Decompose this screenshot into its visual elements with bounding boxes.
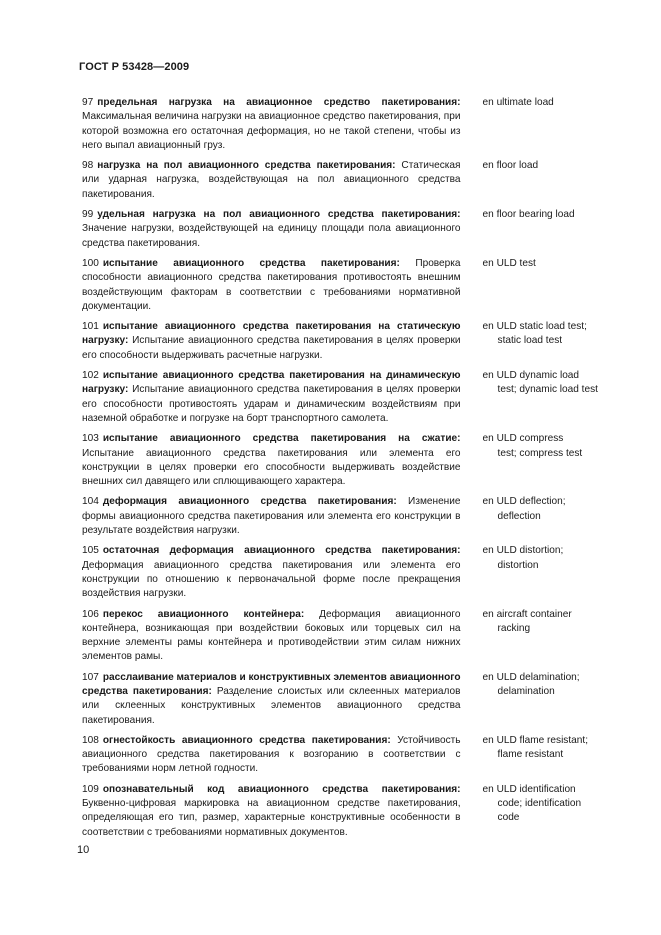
term-definition-text: Деформация авиационного контейнера, возникающая при воздействии боковых или торцевых сил на верхние элементы рамы контейнера и противодействии этим силам нижних элементов рамы. [82, 608, 461, 663]
term-definition-text: Значение нагрузки, воздействующей на единицу площади пола авиационного средства пакетирования. [82, 223, 461, 249]
term-title: расслаивание материалов и конструктивных элементов авиационного средства пакетирования: [82, 671, 461, 697]
english-term-line: delamination [497, 685, 555, 697]
english-term-line: distortion [497, 559, 539, 571]
term-number: 97 [82, 97, 94, 108]
term-definition [82, 432, 461, 489]
term-entry [82, 369, 622, 426]
term-entry [82, 544, 622, 601]
term-definition-text: Статическая или ударная нагрузка, воздействующая на пол авиационного средства пакетирования. [82, 160, 461, 200]
english-equivalent [483, 734, 622, 777]
term-definition [82, 159, 461, 202]
english-equivalent [483, 369, 622, 426]
term-definition-text: Проверка способности авиационного средства пакетирования противостоять внешним воздействующим факторам в соответствии с требованиями нормативной документации. [82, 257, 461, 312]
english-equivalent [483, 432, 622, 489]
term-title: нагрузка на пол авиационного средства пакетирования: [97, 160, 396, 172]
term-title: испытание авиационного средства пакетирования на статическую нагрузку: [82, 321, 461, 347]
english-equivalent [483, 96, 622, 153]
term-number: 101 [82, 321, 99, 333]
term-entry [82, 159, 622, 202]
english-term-line: en floor bearing load [482, 209, 575, 221]
term-number: 107 [82, 671, 99, 683]
english-term-line: deflection [497, 510, 541, 522]
term-entry [82, 495, 622, 538]
term-entry [82, 608, 622, 665]
english-term-line: flame resistant [497, 749, 564, 761]
term-definition-text: Устойчивость авиационного средства пакетирования к возгоранию в соответствии с требованиями норм летной годности. [82, 734, 461, 775]
term-definition-text: Испытание авиационного средства пакетирования или элемента его конструкции в целях проверки его способности выдерживать воздействие внешних сил давящего или сплющивающего характера. [82, 447, 461, 488]
term-number: 98 [82, 160, 94, 172]
term-title: перекос авиационного контейнера: [102, 608, 305, 620]
term-title: предельная нагрузка на авиационное средство пакетирования: [97, 97, 461, 108]
english-term-line: en floor load [482, 160, 539, 172]
term-title: опознавательный код авиационного средства пакетирования: [102, 783, 461, 795]
english-equivalent [483, 608, 622, 665]
term-entry [82, 671, 622, 728]
term-title: остаточная деформация авиационного средства пакетирования: [102, 545, 461, 557]
term-title: испытание авиационного средства пакетирования на динамическую нагрузку: [82, 370, 461, 396]
english-equivalent [483, 208, 622, 251]
term-definition-text: Изменение формы авиационного средства пакетирования или элемента его конструкции в результате воздействия нагрузки. [82, 496, 461, 537]
term-definition-text: Буквенно-цифровая маркировка на авиационном средстве пакетирования, определяющая его тип, размер, характерные конструктивные особенности в соответствии с требованиями нормативных документов. [82, 798, 461, 838]
english-equivalent [483, 671, 622, 728]
term-number: 103 [82, 433, 99, 445]
term-number: 104 [82, 496, 99, 508]
english-term-line: en aircraft container [482, 608, 572, 620]
english-equivalent [483, 257, 622, 314]
term-entry [82, 432, 622, 489]
english-equivalent [483, 159, 622, 202]
term-definition-text: Испытание авиационного средства пакетирования в целях проверки его способности выдерживать расчетные нагрузки. [82, 335, 461, 361]
term-entry [82, 734, 622, 777]
english-equivalent [483, 783, 622, 840]
term-definition-text: Деформация авиационного средства пакетирования или элемента его конструкции по отношению к первоначальной форме после прекращения воздействия нагрузки. [82, 559, 461, 600]
term-number: 99 [82, 209, 94, 221]
term-definition [82, 96, 461, 153]
term-definition-text: Максимальная величина нагрузки на авиационное средство пакетирования, при которой возможна его остаточная деформация, но не такой степени, чтобы из него выпал авиационный груз. [82, 111, 461, 151]
english-term-line: en ULD distortion; [482, 545, 564, 557]
term-title: испытание авиационного средства пакетирования на сжатие: [102, 433, 461, 445]
term-number: 106 [82, 608, 99, 620]
term-definition-text: Разделение слоистых или склеенных материалов или склеенных конструктивных элементов авиационного средства пакетирования. [82, 685, 461, 726]
term-title: деформация авиационного средства пакетирования: [102, 496, 397, 508]
term-definition [82, 257, 461, 314]
english-term-line: en ULD test [482, 257, 536, 269]
term-entry [82, 96, 622, 153]
english-equivalent [483, 495, 622, 538]
english-term-line: en ULD flame resistant; [482, 734, 588, 746]
english-equivalent [483, 320, 622, 363]
english-term-line: static load test [497, 335, 563, 347]
english-term-line: racking [497, 622, 531, 634]
term-title: испытание авиационного средства пакетирования: [102, 257, 400, 269]
term-entry [82, 257, 622, 314]
term-number: 108 [82, 734, 99, 746]
english-term-line: code [497, 812, 520, 824]
term-definition [82, 369, 461, 426]
term-number: 100 [82, 257, 99, 269]
term-definition [82, 544, 461, 601]
english-term-line: test; dynamic load test [497, 384, 598, 396]
term-entry [82, 320, 622, 363]
term-definition [82, 608, 461, 665]
english-term-line: en ULD deflection; [482, 496, 566, 508]
english-term-line: en ultimate load [482, 97, 554, 108]
term-entry [82, 208, 622, 251]
term-definition [82, 671, 461, 728]
term-definition [82, 734, 461, 777]
english-term-line: test; compress test [497, 447, 583, 459]
english-equivalent [483, 544, 622, 601]
english-term-line: en ULD compress [482, 433, 564, 445]
english-term-line: en ULD delamination; [482, 671, 580, 683]
term-entry [82, 783, 622, 840]
term-definition [82, 320, 461, 363]
term-number: 105 [82, 545, 99, 557]
term-definition [82, 495, 461, 538]
english-term-line: en ULD static load test; [482, 321, 587, 333]
english-term-line: code; identification [497, 798, 582, 810]
terms-list [82, 96, 622, 846]
term-number: 102 [82, 370, 99, 382]
document-header: ГОСТ Р 53428—2009 [79, 61, 190, 73]
term-number: 109 [82, 783, 99, 795]
english-term-line: en ULD dynamic load [482, 370, 580, 382]
term-definition [82, 783, 461, 840]
term-definition [82, 208, 461, 251]
term-title: удельная нагрузка на пол авиационного средства пакетирования: [97, 209, 461, 221]
page-number: 10 [77, 844, 90, 856]
term-definition-text: Испытание авиационного средства пакетирования в целях проверки его способности противостоять ударам и динамическим воздействиям при наземной обработке и погрузке на борт транспортного самолета. [82, 384, 461, 424]
term-title: огнестойкость авиационного средства пакетирования: [102, 734, 391, 746]
english-term-line: en ULD identification [482, 783, 576, 795]
